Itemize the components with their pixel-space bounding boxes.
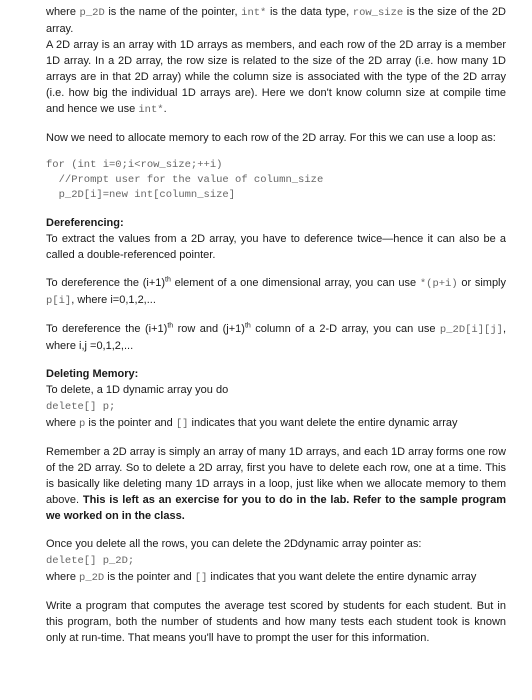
superscript: th — [165, 276, 171, 284]
code-line: for (int i=0;i<row_size;++i) — [46, 159, 223, 171]
inline-code: row_size — [352, 7, 404, 19]
text: indicates that you want delete the entire dynamic array — [207, 571, 477, 583]
text: is the data type, — [266, 6, 353, 18]
code-line-delete-1d — [46, 398, 506, 415]
text: is the pointer and — [85, 417, 176, 429]
inline-code: p_2D — [79, 7, 105, 19]
text: . — [163, 103, 167, 115]
paragraph-delete-1d-explanation — [46, 415, 506, 432]
paragraph-pointer-definition — [46, 4, 506, 37]
paragraph-delete-2d — [46, 444, 506, 524]
text: , where i,j =0,1,2,... — [46, 323, 506, 352]
paragraph-1d-dereference — [46, 275, 506, 309]
paragraph-delete-2d-explanation — [46, 569, 506, 586]
superscript: th — [244, 322, 251, 330]
text: where — [46, 6, 80, 18]
paragraph-allocate-rows: Now we need to allocate memory to each row of the 2D array. For this we can use a loop as: — [46, 132, 496, 144]
code-line-delete-2d — [46, 552, 506, 569]
inline-code: *(p+i) — [419, 278, 458, 290]
paragraph-2d-array-explanation — [46, 37, 506, 118]
code-line: p_2D[i]=new int[column_size] — [46, 189, 236, 201]
text: To dereference the (i+1) — [46, 277, 166, 289]
code-block-allocation-loop — [46, 158, 506, 203]
paragraph-dereferencing: To extract the values from a 2D array, you have to deference twice—hence it can also be a called a double-referenced pointer. — [46, 233, 506, 261]
inline-code: p[i] — [46, 295, 72, 307]
inline-code: int* — [241, 7, 267, 19]
paragraph-program-task: Write a program that computes the average test scored by students for each student. But in this program, both the number of students and how many tests each student took is known only at run-time. That means you'll have to prompt the user for this information. — [46, 600, 506, 644]
inline-code: int* — [138, 104, 164, 116]
inline-code: [] — [194, 572, 208, 584]
text: where — [46, 571, 80, 583]
paragraph-delete-pointer: Once you delete all the rows, you can delete the 2Ddynamic array pointer as: — [46, 538, 422, 550]
text: row and (j+1) — [173, 323, 245, 335]
text: To dereference the (i+1) — [46, 323, 168, 335]
inline-code: delete[] p_2D; — [46, 555, 135, 567]
inline-code: delete[] p; — [46, 401, 116, 413]
text: A 2D array is an array with 1D arrays as members, and each row of the 2D array is a member 1D array. In a 2D array, the row size is related to the size of the 2D array (i.e. how many 1D arrays are in that 2D array) while the column size is associated with the type of the 2D array (i.e. how big the individual 1D arrays are). Here we don't know column size at compile time and hence we use — [46, 39, 506, 115]
text: or simply — [457, 277, 506, 289]
text: , where i=0,1,2,... — [71, 294, 156, 306]
superscript: th — [167, 322, 174, 330]
text: column of a 2-D array, you can use — [250, 323, 440, 335]
heading-deleting-memory: Deleting Memory: — [46, 368, 139, 380]
text: is the name of the pointer, — [104, 6, 242, 18]
text: where — [46, 417, 80, 429]
inline-code: p_2D[i][j] — [439, 324, 503, 336]
paragraph-2d-dereference — [46, 321, 506, 354]
text: Remember a 2D array is simply an array of many 1D arrays, and each 1D array forms one row of the 2D array. So to delete a 2D array, first you have to delete each row, one at a time. This is basically like deleting many 1D arrays in a loop, just like when we allocate memory to them above. — [46, 446, 506, 506]
inline-code: [] — [175, 418, 189, 430]
text: indicates that you want delete the entire dynamic array — [188, 417, 458, 429]
heading-dereferencing: Dereferencing: — [46, 217, 124, 229]
code-line: //Prompt user for the value of column_size — [46, 174, 324, 186]
paragraph-delete-1d: To delete, a 1D dynamic array you do — [46, 384, 229, 396]
inline-code: p_2D — [79, 572, 105, 584]
bold-text: This is left as an exercise for you to do in the lab. Refer to the sample program we worked on in the class. — [46, 494, 506, 522]
text: is the size of the 2D array. — [46, 6, 506, 35]
text: element of a one dimensional array, you can use — [170, 277, 420, 289]
text: is the pointer and — [104, 571, 195, 583]
inline-code: p — [79, 418, 86, 430]
